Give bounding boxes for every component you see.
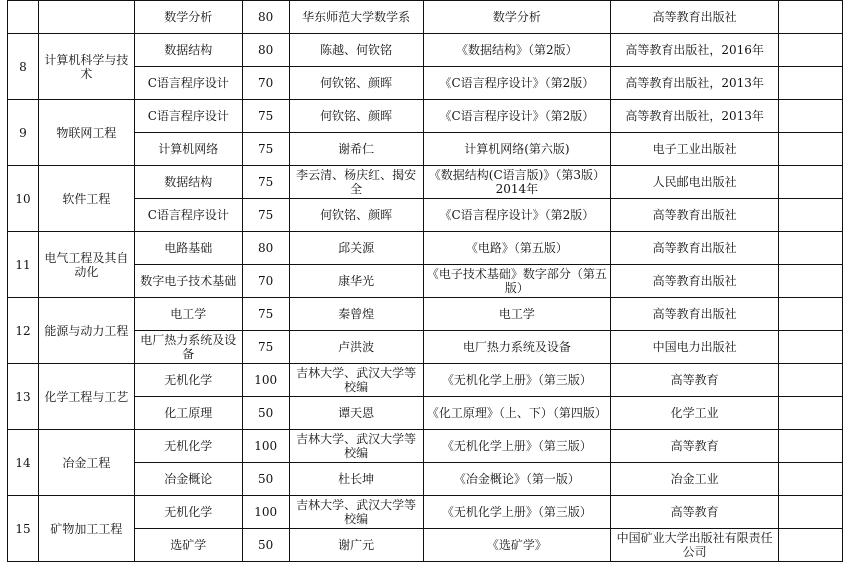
major-cell: [38, 1, 134, 34]
author-cell: 卢洪波: [289, 331, 423, 364]
book-title-cell: 《电子技术基础》数字部分（第五版）: [423, 265, 611, 298]
major-cell: 能源与动力工程: [38, 298, 134, 364]
score-cell: 100: [242, 364, 289, 397]
row-number-cell: 15: [8, 496, 39, 562]
book-title-cell: 《C语言程序设计》（第2版）: [423, 67, 611, 100]
publisher-cell: 冶金工业: [611, 463, 779, 496]
score-cell: 50: [242, 529, 289, 562]
book-title-cell: 电厂热力系统及设备: [423, 331, 611, 364]
author-cell: 何钦铭、颜晖: [289, 67, 423, 100]
row-number-cell: 14: [8, 430, 39, 496]
book-title-cell: 《C语言程序设计》（第2版）: [423, 100, 611, 133]
course-name-cell: 数字电子技术基础: [134, 265, 242, 298]
note-cell: [779, 529, 843, 562]
author-cell: 吉林大学、武汉大学等校编: [289, 496, 423, 529]
author-cell: 谭天恩: [289, 397, 423, 430]
row-number-cell: 12: [8, 298, 39, 364]
publisher-cell: 人民邮电出版社: [611, 166, 779, 199]
author-cell: 秦曾煌: [289, 298, 423, 331]
score-cell: 50: [242, 397, 289, 430]
score-cell: 75: [242, 133, 289, 166]
course-name-cell: C语言程序设计: [134, 67, 242, 100]
publisher-cell: 高等教育出版社: [611, 298, 779, 331]
table-row: [8, 430, 843, 463]
author-cell: 吉林大学、武汉大学等校编: [289, 364, 423, 397]
course-name-cell: 无机化学: [134, 496, 242, 529]
score-cell: 80: [242, 34, 289, 67]
publisher-cell: 高等教育出版社: [611, 265, 779, 298]
publisher-cell: 中国矿业大学出版社有限责任公司: [611, 529, 779, 562]
book-title-cell: 《无机化学上册》（第三版）: [423, 496, 611, 529]
score-cell: 70: [242, 67, 289, 100]
course-name-cell: 冶金概论: [134, 463, 242, 496]
book-title-cell: 《无机化学上册》（第三版）: [423, 430, 611, 463]
course-name-cell: 电厂热力系统及设备: [134, 331, 242, 364]
table-row: [8, 34, 843, 67]
major-cell: 软件工程: [38, 166, 134, 232]
publisher-cell: 高等教育出版社: [611, 1, 779, 34]
book-title-cell: 数学分析: [423, 1, 611, 34]
table-row: [8, 100, 843, 133]
table-row: [8, 166, 843, 199]
publisher-cell: 高等教育出版社: [611, 199, 779, 232]
note-cell: [779, 463, 843, 496]
publisher-cell: 高等教育出版社，2013年: [611, 67, 779, 100]
note-cell: [779, 1, 843, 34]
author-cell: 谢广元: [289, 529, 423, 562]
score-cell: 80: [242, 1, 289, 34]
table-row: [8, 232, 843, 265]
score-cell: 100: [242, 496, 289, 529]
score-cell: 75: [242, 100, 289, 133]
note-cell: [779, 166, 843, 199]
row-number-cell: [8, 1, 39, 34]
major-cell: 计算机科学与技术: [38, 34, 134, 100]
course-name-cell: 无机化学: [134, 430, 242, 463]
course-name-cell: 无机化学: [134, 364, 242, 397]
major-cell: 物联网工程: [38, 100, 134, 166]
score-cell: 75: [242, 166, 289, 199]
author-cell: 陈越、何钦铭: [289, 34, 423, 67]
table-row: [8, 298, 843, 331]
publisher-cell: 中国电力出版社: [611, 331, 779, 364]
note-cell: [779, 364, 843, 397]
note-cell: [779, 430, 843, 463]
course-table: [7, 0, 843, 562]
book-title-cell: 计算机网络(第六版): [423, 133, 611, 166]
publisher-cell: 高等教育: [611, 364, 779, 397]
author-cell: 谢希仁: [289, 133, 423, 166]
row-number-cell: 11: [8, 232, 39, 298]
note-cell: [779, 397, 843, 430]
course-name-cell: 电工学: [134, 298, 242, 331]
course-name-cell: 计算机网络: [134, 133, 242, 166]
book-title-cell: 电工学: [423, 298, 611, 331]
note-cell: [779, 265, 843, 298]
note-cell: [779, 133, 843, 166]
score-cell: 80: [242, 232, 289, 265]
row-number-cell: 10: [8, 166, 39, 232]
score-cell: 75: [242, 331, 289, 364]
table-row: [8, 496, 843, 529]
major-cell: 化学工程与工艺: [38, 364, 134, 430]
table-body: [8, 1, 843, 562]
major-cell: 电气工程及其自动化: [38, 232, 134, 298]
publisher-cell: 电子工业出版社: [611, 133, 779, 166]
score-cell: 75: [242, 199, 289, 232]
major-cell: 冶金工程: [38, 430, 134, 496]
author-cell: 杜长坤: [289, 463, 423, 496]
author-cell: 吉林大学、武汉大学等校编: [289, 430, 423, 463]
score-cell: 75: [242, 298, 289, 331]
book-title-cell: 《冶金概论》（第一版）: [423, 463, 611, 496]
course-name-cell: 数学分析: [134, 1, 242, 34]
book-title-cell: 《无机化学上册》（第三版）: [423, 364, 611, 397]
publisher-cell: 高等教育: [611, 430, 779, 463]
author-cell: 康华光: [289, 265, 423, 298]
course-name-cell: C语言程序设计: [134, 199, 242, 232]
author-cell: 何钦铭、颜晖: [289, 199, 423, 232]
author-cell: 邱关源: [289, 232, 423, 265]
course-name-cell: 选矿学: [134, 529, 242, 562]
course-name-cell: 化工原理: [134, 397, 242, 430]
book-title-cell: 《数据结构》（第2版）: [423, 34, 611, 67]
score-cell: 50: [242, 463, 289, 496]
course-name-cell: C语言程序设计: [134, 100, 242, 133]
score-cell: 70: [242, 265, 289, 298]
note-cell: [779, 298, 843, 331]
table-row: [8, 1, 843, 34]
row-number-cell: 8: [8, 34, 39, 100]
score-cell: 100: [242, 430, 289, 463]
publisher-cell: 化学工业: [611, 397, 779, 430]
course-name-cell: 数据结构: [134, 34, 242, 67]
book-title-cell: 《C语言程序设计》（第2版）: [423, 199, 611, 232]
publisher-cell: 高等教育出版社，2016年: [611, 34, 779, 67]
course-name-cell: 电路基础: [134, 232, 242, 265]
publisher-cell: 高等教育: [611, 496, 779, 529]
note-cell: [779, 100, 843, 133]
book-title-cell: 《化工原理》（上、下）（第四版）: [423, 397, 611, 430]
author-cell: 李云清、杨庆红、揭安全: [289, 166, 423, 199]
publisher-cell: 高等教育出版社: [611, 232, 779, 265]
note-cell: [779, 34, 843, 67]
author-cell: 华东师范大学数学系: [289, 1, 423, 34]
book-title-cell: 《电路》（第五版）: [423, 232, 611, 265]
row-number-cell: 13: [8, 364, 39, 430]
note-cell: [779, 199, 843, 232]
note-cell: [779, 67, 843, 100]
author-cell: 何钦铭、颜晖: [289, 100, 423, 133]
book-title-cell: 《选矿学》: [423, 529, 611, 562]
table-row: [8, 364, 843, 397]
major-cell: 矿物加工工程: [38, 496, 134, 562]
row-number-cell: 9: [8, 100, 39, 166]
book-title-cell: 《数据结构(C语言版)》（第3版）2014年: [423, 166, 611, 199]
note-cell: [779, 331, 843, 364]
note-cell: [779, 496, 843, 529]
course-name-cell: 数据结构: [134, 166, 242, 199]
publisher-cell: 高等教育出版社，2013年: [611, 100, 779, 133]
note-cell: [779, 232, 843, 265]
